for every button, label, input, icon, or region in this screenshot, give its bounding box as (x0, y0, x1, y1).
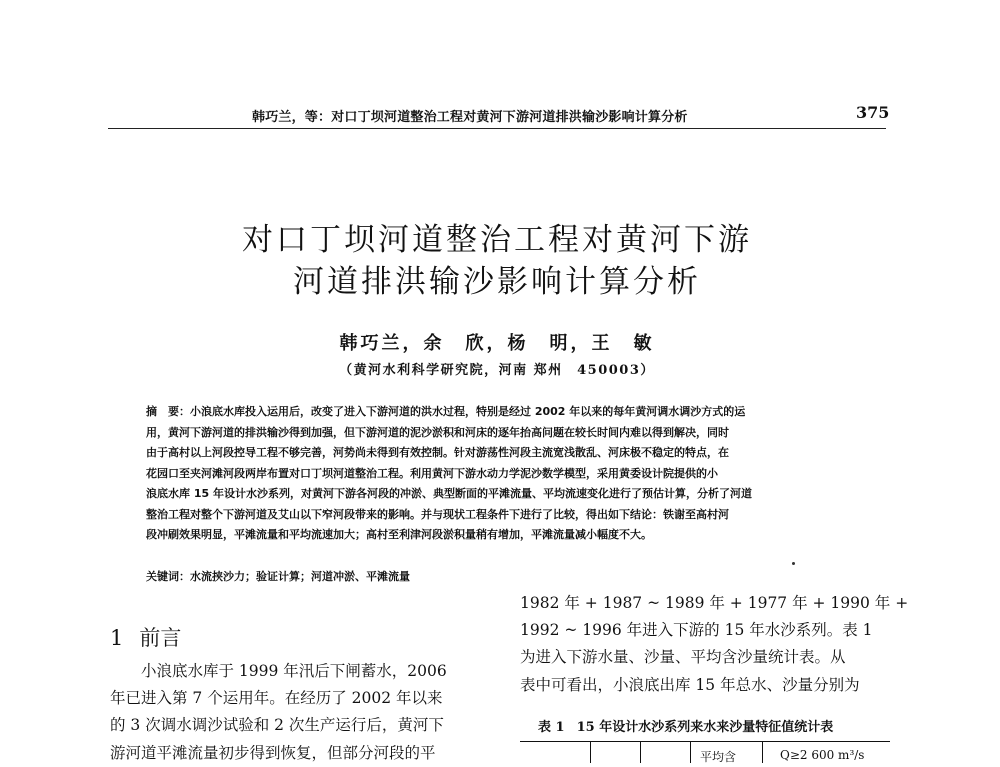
stray-dot (792, 562, 795, 565)
abstract-line: 花园口至夹河滩河段两岸布置对口丁坝河道整治工程。利用黄河下游水动力学泥沙数学模型，采用黄委设计院提供的小 (146, 466, 718, 480)
body-line: 为进入下游水量、沙量、平均含沙量统计表。从 (520, 648, 846, 667)
abstract-line: 浪底水库 15 年设计水沙系列，对黄河下游各河段的冲淤、典型断面的平滩流量、平均流速变化进行了预估计算，分析了河道 (146, 487, 752, 500)
running-title: 韩巧兰，等：对口丁坝河道整治工程对黄河下游河道排洪输沙影响计算分析 (252, 110, 688, 125)
table-header-cell: 平均含 (700, 750, 737, 764)
body-line: 年已进入第 7 个运用年。在经历了 2002 年以来 (110, 689, 443, 708)
abstract-line: 整治工程对整个下游河道及艾山以下窄河段带来的影响。并与现状工程条件下进行了比较，得出如下结论：铁谢至高村河 (146, 507, 729, 521)
keywords: 关键词：水流挟沙力；验证计算；河道冲淤、平滩流量 (146, 570, 410, 583)
header-rule (108, 128, 886, 129)
section-heading (110, 622, 181, 652)
body-line: 1982 年 + 1987 ~ 1989 年 + 1977 年 + 1990 年 + (520, 594, 909, 612)
table-title: 15 年设计水沙系列来水来沙量特征值统计表 (576, 720, 834, 735)
abstract-line: 段冲刷效果明显，平滩流量和平均流速加大；高村至利津河段淤积量稍有增加，平滩流量减小幅度不大。 (146, 528, 652, 541)
article-title-line-1: 对口丁坝河道整治工程对黄河下游 (242, 222, 752, 258)
table-number: 表 1 (538, 720, 565, 735)
table-top-rule (520, 741, 890, 742)
table-header-cell: Q≥2 600 m³/s (780, 748, 865, 762)
right-column-text (520, 590, 909, 699)
body-line: 游河道平滩流量初步得到恢复，但部分河段的平 (110, 743, 436, 762)
body-line: 表中可看出，小浪底出库 15 年总水、沙量分别为 (520, 675, 860, 694)
section-title: 前言 (139, 626, 182, 650)
abstract-line: 用，黄河下游河道的排洪输沙得到加强，但下游河道的泥沙淤积和河床的逐年抬高问题在较长时间内难以得到解决，同时 (146, 425, 729, 439)
body-line: 的 3 次调水调沙试验和 2 次生产运行后，黄河下 (110, 716, 444, 735)
affiliation: （黄河水利科学研究院，河南 郑州 450003） (339, 363, 655, 378)
body-line: 1992 ~ 1996 年进入下游的 15 年水沙系列。表 1 (520, 621, 873, 640)
abstract (146, 402, 861, 546)
abstract-line: 摘 要：小浪底水库投入运用后，改变了进入下游河道的洪水过程，特别是经过 2002 年以来的每年黄河调水调沙方式的运 (146, 405, 746, 418)
author-list: 韩巧兰，余 欣，杨 明，王 敏 (339, 333, 655, 354)
page-number: 375 (856, 103, 890, 122)
section-number: 1 (110, 626, 124, 650)
abstract-line: 由于高村以上河段控导工程不够完善，河势尚未得到有效控制。针对游荡性河段主流宽浅散乱、河床极不稳定的特点，在 (146, 446, 729, 459)
left-column-text (110, 658, 490, 767)
table-caption (538, 716, 833, 735)
body-line: 小浪底水库于 1999 年汛后下闸蓄水，2006 (110, 662, 447, 680)
article-title-line-2: 河道排洪输沙影响计算分析 (293, 264, 701, 300)
